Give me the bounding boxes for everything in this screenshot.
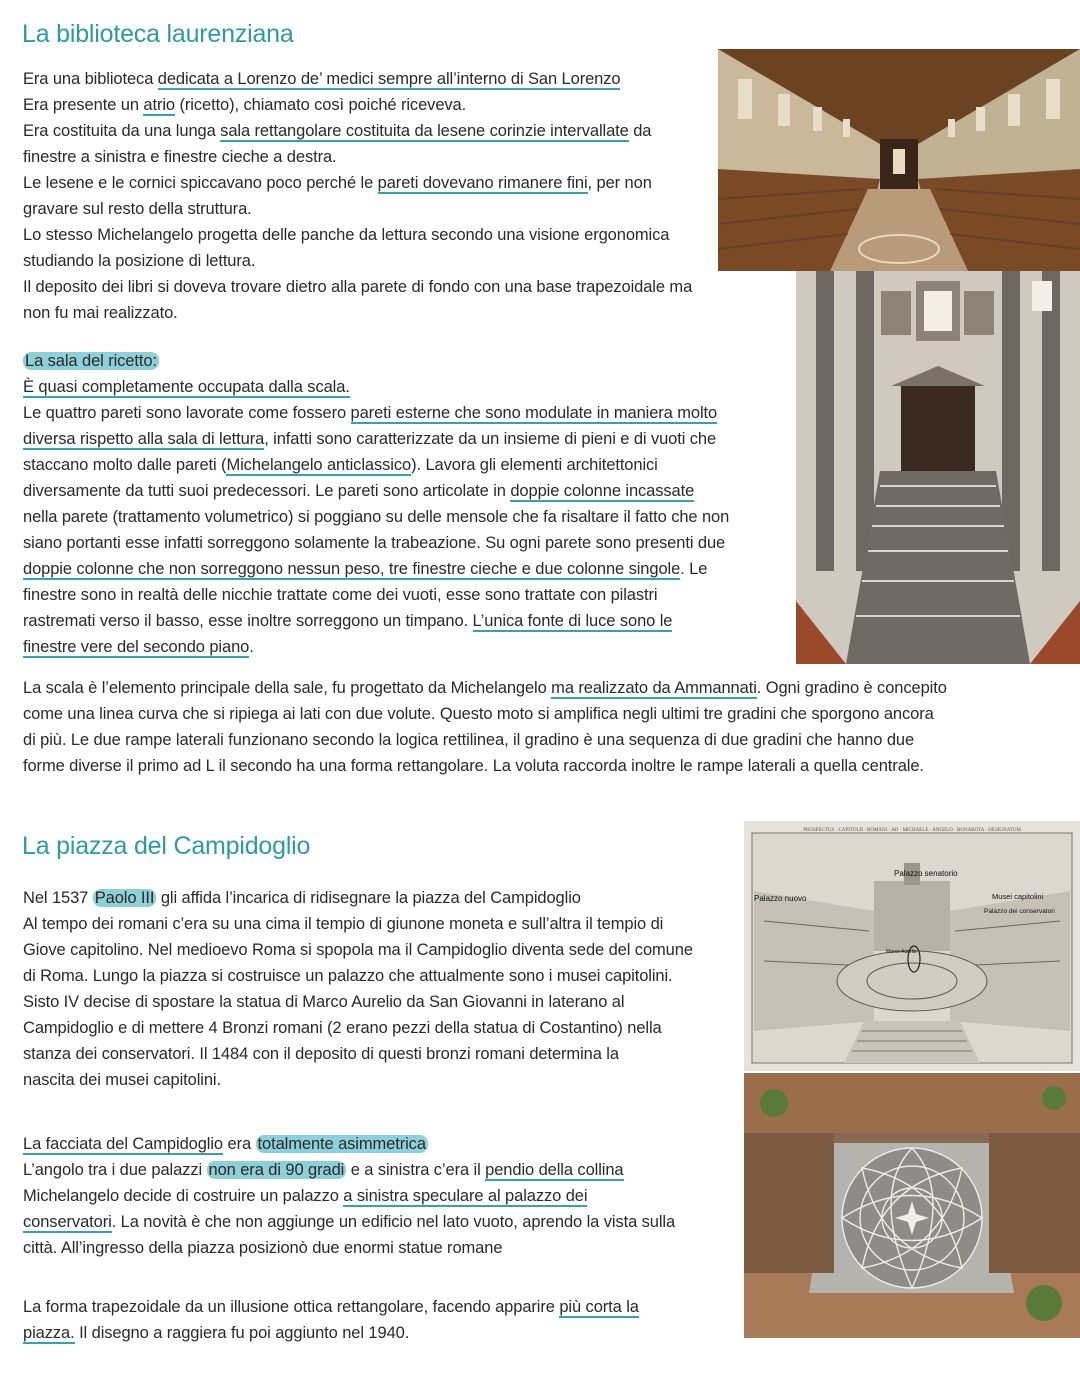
ricetto-staircase-photo: [796, 271, 1080, 664]
paragraph-sala-ricetto: La sala del ricetto: È quasi completamente occupata dalla scala. Le quattro pareti sono lavorate come fossero pareti esterne che sono modulate in maniera molto diversa rispetto alla sala di lettura, infatti sono caratterizzate da un insieme di pieni e di vuoti che staccano molto dalle pareti (Michelangelo anticlassico). Lavora gli elementi architettonici diversamente da tutti suoi predecessori. Le pareti sono articolate in doppie colonne incassate nella parete (trattamento volumetrico) si poggiano su delle mensole che fa risaltare il fatto che non siano portanti esse infatti sorreggono solamente la trabeazione. Su ogni parete sono presenti due doppie colonne che non sorreggono nessun peso, tre finestre cieche e due colonne singole. Le finestre sono in realtà delle nicchie trattate come dei vuoti, esse sono trattate con pilastri rastremati verso il basso, esse inoltre sorreggono un timpano. L’unica fonte di luce sono le finestre vere del secondo piano.: [23, 352, 730, 656]
label-palazzo-conservatori: Palazzo dei conservatori: [984, 908, 1055, 915]
paragraph-campidoglio-intro: Nel 1537 Paolo III gli affida l’incarica di ridisegnare la piazza del Campidoglio Al tempo dei romani c’era su una cima il tempio di giunone moneta e sull’altra il tempio di Giove capitolino. Nel medioevo Roma si spopola ma il Campidoglio diventa sede del comune di Roma. Lungo la piazza si costruisce un palazzo che attualmente sono i musei capitolini. Sisto IV decise di spostare la statua di Marco Aurelio da San Giovanni in laterano al Campidoglio e di mettere 4 Bronzi romani (2 erano pezzi della statua di Costantino) nella stanza dei conservatori. Il 1484 con il deposito di questi bronzi romani determina la nascita dei musei capitolini.: [23, 889, 693, 1089]
paragraph-facciata: La facciata del Campidoglio era totalmente asimmetrica L’angolo tra i due palazzi non era di 90 gradi e a sinistra c’era il pendio della collina Michelangelo decide di costruire un palazzo a sinistra speculare al palazzo dei conservatori. La novità è che non aggiunge un edificio nel lato vuoto, aprendo la vista sulla città. All’ingresso della piazza posizionò due enormi statue romane: [23, 1135, 676, 1257]
engraving-header: PROSPECTUS · CAPITOLII · ROMANI · AD · MICHAELE · ANGELO · BONAROTA · DESIGNATUM: [803, 828, 1021, 833]
campidoglio-aerial-photo: [744, 1073, 1080, 1338]
campidoglio-engraving: [744, 821, 1080, 1071]
heading-sala-ricetto: La sala del ricetto:: [25, 352, 157, 370]
paragraph-scala: La scala è l’elemento principale della sale, fu progettato da Michelangelo ma realizzato da Ammannati. Ogni gradino è concepito come una linea curva che si ripiega ai lati con due volute. Questo moto si amplifica negli ultimi tre gradini che sporgono ancora di più. Le due rampe laterali funzionano secondo la logica rettilinea, il gradino è una sequenza di due gradini che hanno due forme diverse il primo ad L il secondo ha una forma rettangolare. La voluta raccorda inoltre le rampe laterali a quella centrale.: [23, 679, 947, 775]
label-musei-capitolini: Musei capitolini: [992, 892, 1044, 901]
label-marco-aurelio: Marco Aurelio: [886, 949, 917, 955]
label-palazzo-senatorio: Palazzo senatorio: [894, 869, 958, 878]
label-palazzo-nuovo: Palazzo nuovo: [754, 894, 807, 903]
paragraph-biblioteca-intro: Era una biblioteca dedicata a Lorenzo de’ medici sempre all’interno di San Lorenzo Era presente un atrio (ricetto), chiamato così poiché riceveva. Era costituita da una lunga sala rettangolare costituita da lesene corinzie intervallate da finestre a sinistra e finestre cieche a destra. Le lesene e le cornici spiccavano poco perché le pareti dovevano rimanere fini, per non gravare sul resto della struttura. Lo stesso Michelangelo progetta delle panche da lettura secondo una visione ergonomica studiando la posizione di lettura. Il deposito dei libri si doveva trovare dietro alla parete di fondo con una base trapezoidale ma non fu mai realizzato.: [23, 70, 693, 322]
section-title-biblioteca: La biblioteca laurenziana: [22, 20, 294, 48]
section-title-campidoglio: La piazza del Campidoglio: [22, 832, 311, 860]
reading-room-photo: [718, 49, 1080, 271]
paragraph-forma-trapezoidale: La forma trapezoidale da un illusione ottica rettangolare, facendo apparire più corta la piazza. Il disegno a raggiera fu poi aggiunto nel 1940.: [23, 1298, 639, 1342]
